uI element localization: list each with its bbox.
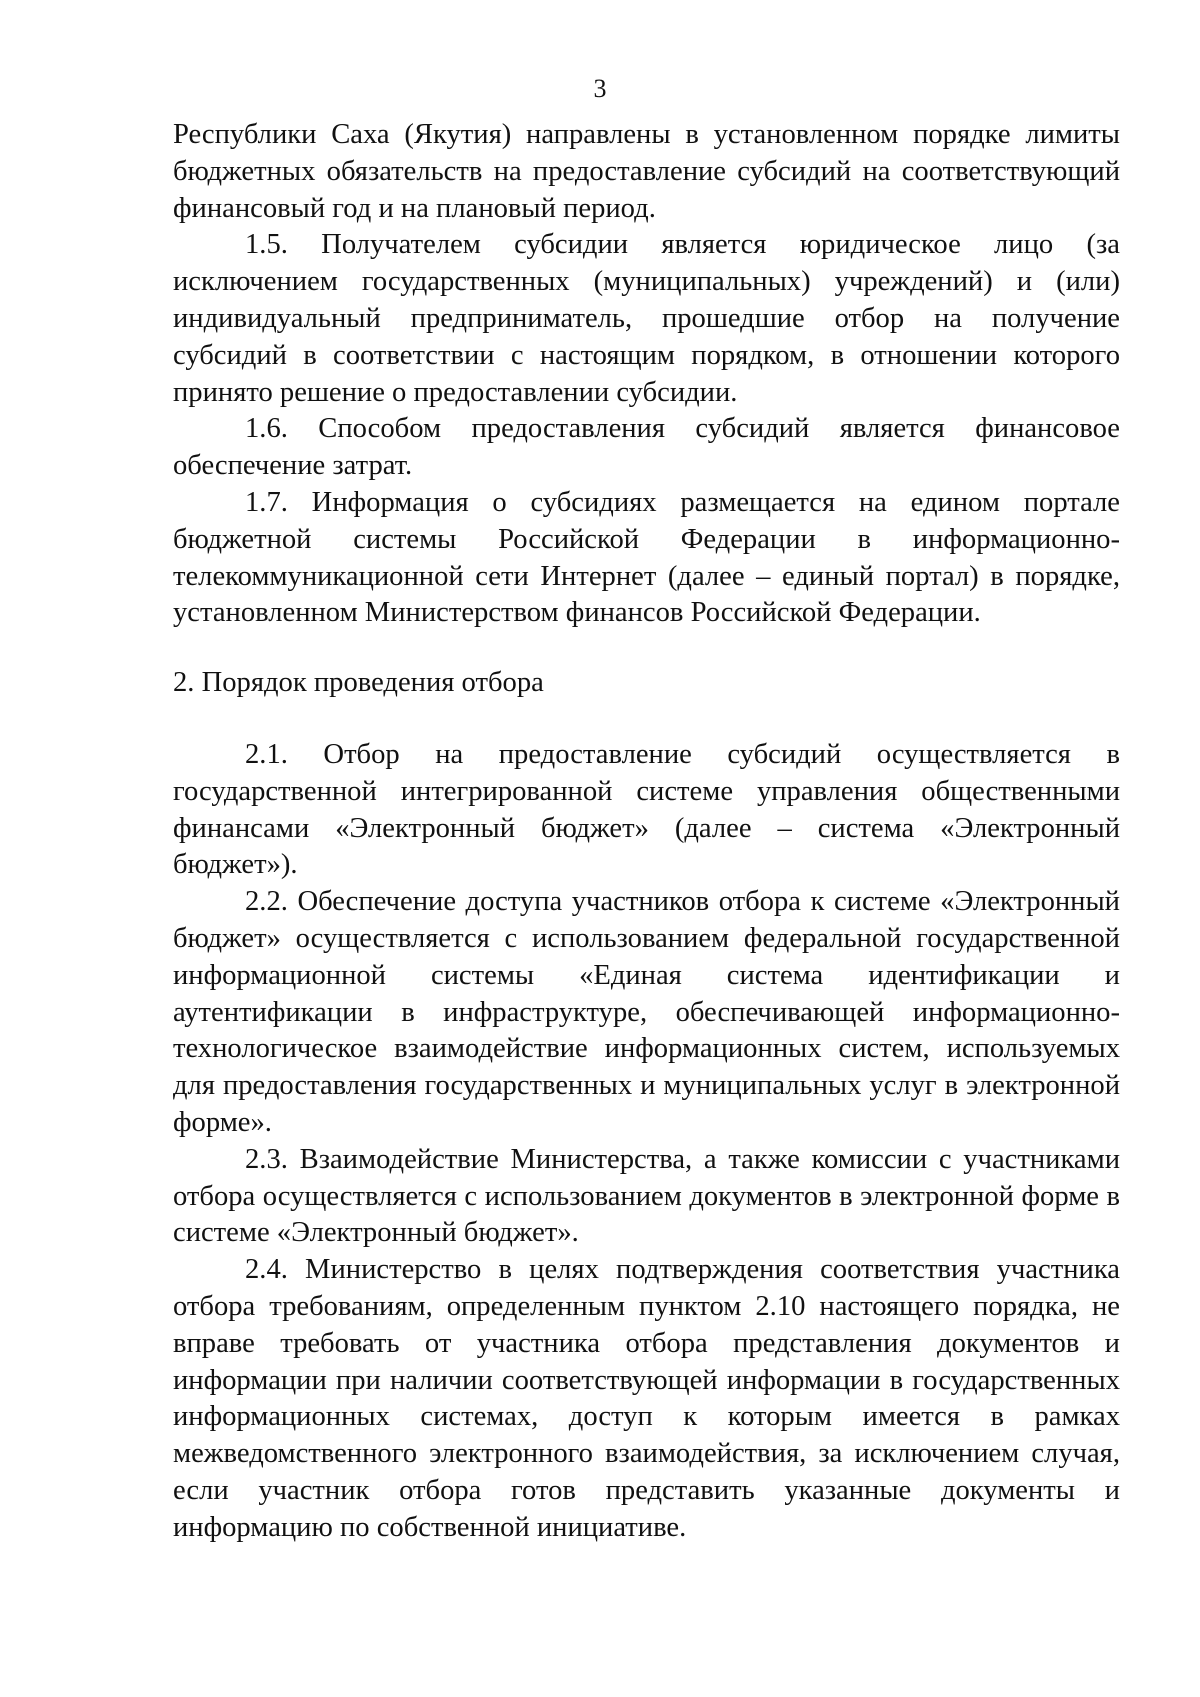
paragraph-1-6: 1.6. Способом предоставления субсидий является финансовое обеспечение затрат. — [173, 413, 1120, 482]
paragraph-1-7: 1.7. Информация о субсидиях размещается на едином портале бюджетной системы Российской Федерации в информационно-телекоммуникационной сети Интернет (далее – единый портал) в порядке, установленном Министерством финансов Российской Федерации. — [173, 486, 1120, 629]
section-heading: 2. Порядок проведения отбора — [173, 667, 544, 699]
paragraph-2-1: 2.1. Отбор на предоставление субсидий осуществляется в государственной интегрированной системе управления общественными финансами «Электронный бюджет» (далее – система «Электронный бюджет»). — [173, 738, 1120, 881]
page-number: 3 — [593, 74, 607, 103]
paragraph-continuation: Республики Саха (Якутия) направлены в установленном порядке лимиты бюджетных обязательств на предоставление субсидий на соответствующий финансовый год и на плановый период. — [173, 119, 1120, 224]
paragraph-2-4: 2.4. Министерство в целях подтверждения соответствия участника отбора требованиям, определенным пунктом 2.10 настоящего порядка, не вправе требовать от участника отбора представления документов и информации при наличии соответствующей информации в государственных информационных системах, доступ к которым имеется в рамках межведомственного электронного взаимодействия, за исключением случая, если участник отбора готов представить указанные документы и информацию по собственной инициативе. — [173, 1254, 1120, 1543]
paragraph-1-5: 1.5. Получателем субсидии является юридическое лицо (за исключением государственных (муниципальных) учреждений) и (или) индивидуальный предприниматель, прошедшие отбор на получение субсидий в соответствии с настоящим порядком, в отношении которого принято решение о предоставлении субсидии. — [173, 229, 1120, 408]
paragraph-2-3: 2.3. Взаимодействие Министерства, а также комиссии с участниками отбора осуществляется с использованием документов в электронной форме в системе «Электронный бюджет». — [173, 1143, 1120, 1249]
paragraph-2-2: 2.2. Обеспечение доступа участников отбора к системе «Электронный бюджет» осуществляется с использованием федеральной государственной информационной системы «Единая система идентификации и аутентификации в инфраструктуре, обеспечивающей информационно-технологическое взаимодействие информационных систем, используемых для предоставления государственных и муниципальных услуг в электронной форме». — [173, 886, 1120, 1138]
document-body — [173, 117, 1120, 1546]
